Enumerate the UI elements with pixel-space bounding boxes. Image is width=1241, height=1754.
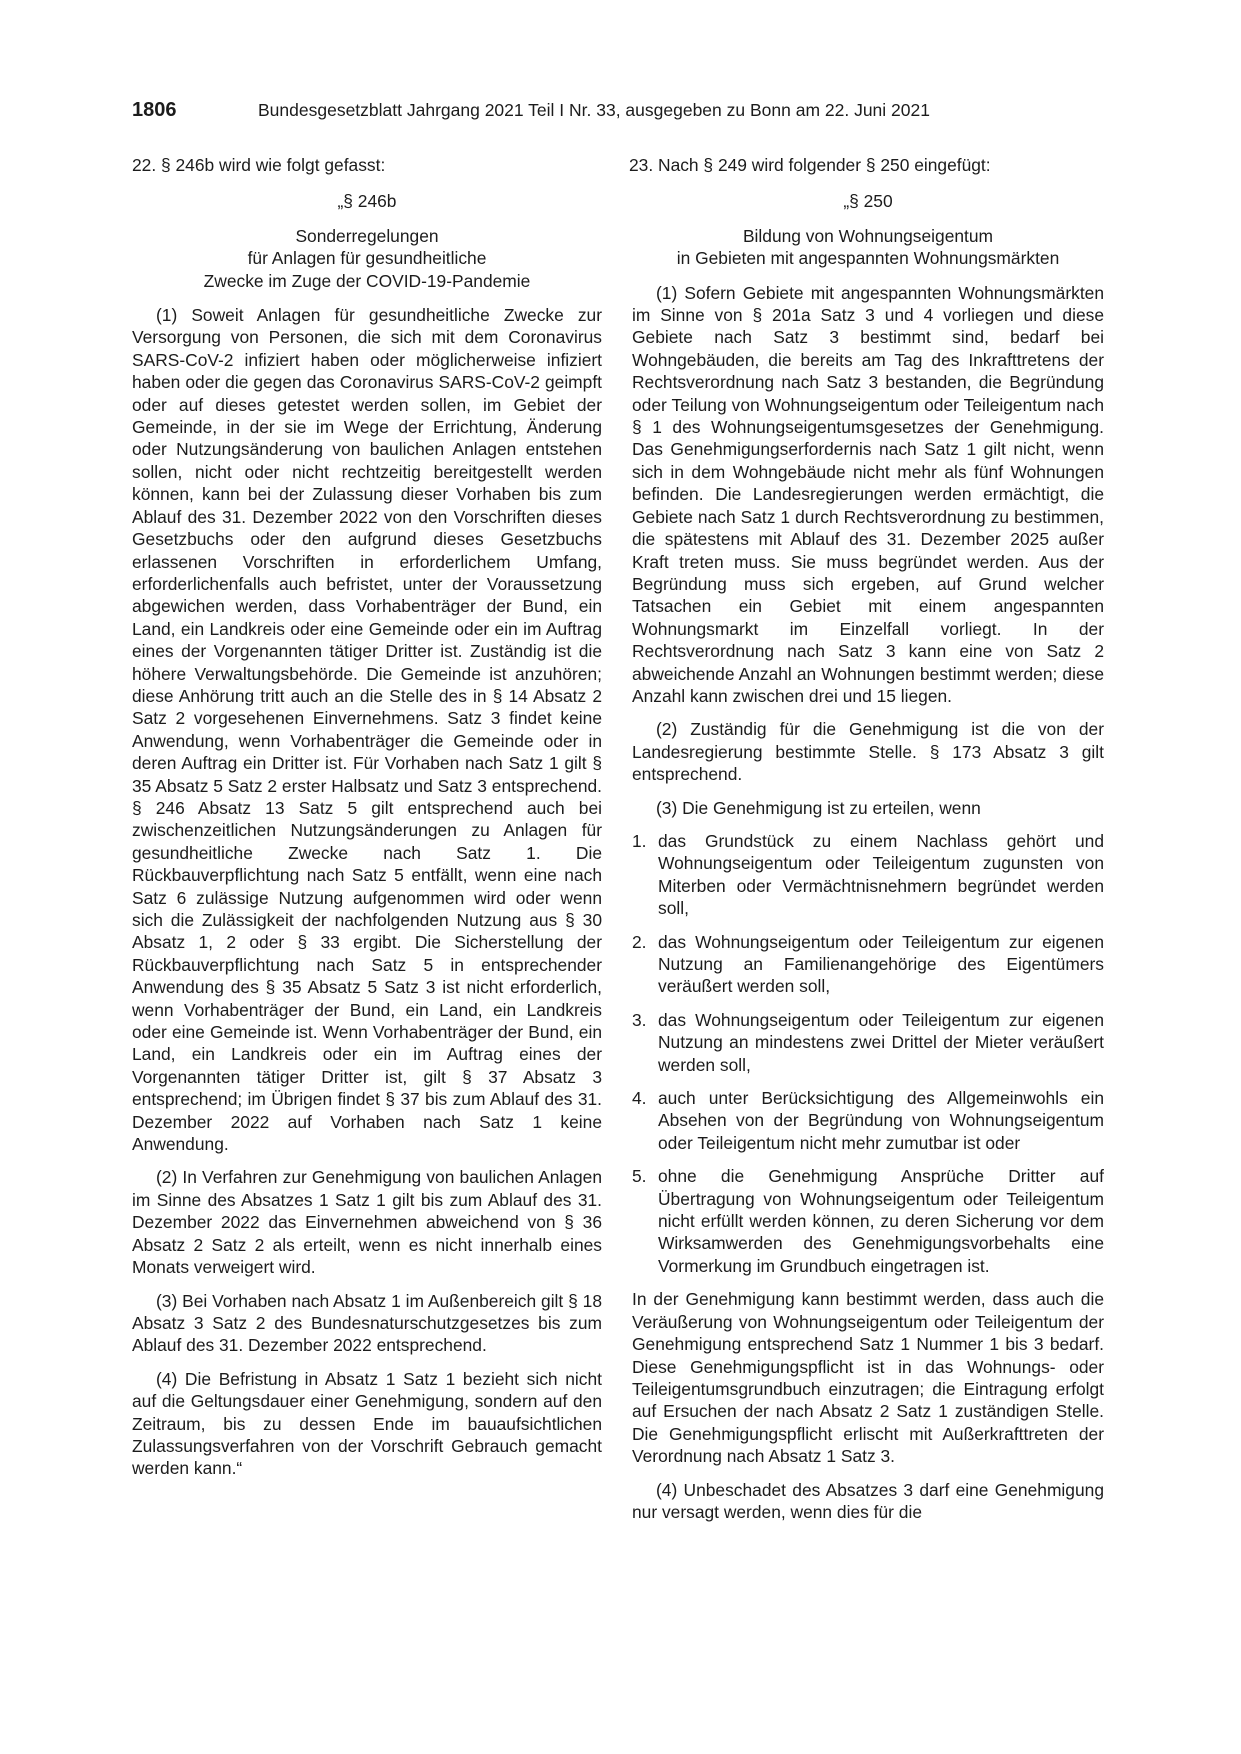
list-item-number: 3. [632, 1009, 647, 1030]
paragraph-4: (4) Unbeschadet des Absatzes 3 darf eine Genehmigung nur versagt werden, wenn dies für die [632, 1479, 1104, 1522]
list-item [632, 1165, 1104, 1277]
paragraph-1: (1) Soweit Anlagen für gesundheitliche Zwecke zur Versorgung von Personen, die sich mit dem Coronavirus SARS-CoV-2 infiziert haben oder möglicherweise infiziert haben oder die gegen das Coronavirus SARS-CoV-2 geimpft oder auf dieses getestet werden sollen, im Gebiet der Gemeinde, in der sie im Wege der Errichtung, Änderung oder Nutzungsänderung von baulichen Anlagen entstehen sollen, nicht oder nicht rechtzeitig bereitgestellt werden können, kann bei der Zulassung dieser Vorhaben bis zum Ablauf des 31. Dezember 2022 von den Vorschriften dieses Gesetzbuchs oder den aufgrund dieses Gesetzbuchs erlassenen Vorschriften in erforderlichem Umfang, erforderlichenfalls auch befristet, unter der Voraussetzung abgewichen werden, dass Vorhabenträger der Bund, ein Land, ein Landkreis oder eine Gemeinde oder ein im Auftrag eines der Vorgenannten tätiger Dritter ist. Zuständig ist die höhere Verwaltungsbehörde. Die Gemeinde ist anzuhören; diese Anhörung tritt auch an die Stelle des in § 14 Absatz 2 Satz 2 vorgesehenen Einvernehmens. Satz 3 findet keine Anwendung, wenn Vorhabenträger die Gemeinde oder in deren Auftrag ein Dritter ist. Für Vorhaben nach Satz 1 gilt § 35 Absatz 5 Satz 2 erster Halbsatz und Satz 3 entsprechend. § 246 Absatz 13 Satz 5 gilt entsprechend auch bei zwischenzeitlichen Nutzungsänderungen zu Anlagen für gesundheitliche Zwecke nach Satz 1. Die Rückbauverpflichtung nach Satz 5 entfällt, wenn eine nach Satz 6 zulässige Nutzung aufgenommen wird oder wenn sich die Zulässigkeit der nachfolgenden Nutzung aus § 30 Absatz 1, 2 oder § 33 ergibt. Die Sicherstellung der Rückbauverpflichtung nach Satz 5 in entsprechender Anwendung des § 35 Absatz 5 Satz 3 ist nicht erforderlich, wenn Vorhabenträger der Bund, ein Land, ein Landkreis oder eine Gemeinde ist. Wenn Vorhabenträger der Bund, ein Land, ein Landkreis oder ein im Auftrag eines der Vorgenannten tätiger Dritter ist, gilt § 37 Absatz 3 entsprechend; im Übrigen findet § 37 bis zum Ablauf des 31. Dezember 2022 auf Vorhaben nach Satz 1 keine Anwendung. [132, 305, 602, 1155]
list-item [632, 931, 1104, 998]
item-22-heading: 22. § 246b wird wie folgt gefasst: [132, 155, 386, 175]
list-item-number: 2. [632, 931, 647, 952]
list-item [632, 1087, 1104, 1154]
list-item-number: 4. [632, 1088, 647, 1109]
paragraph-1: (1) Sofern Gebiete mit angespannten Wohnungsmärkten im Sinne von § 201a Satz 3 und 4 vorliegen und diese Gebiete nach Satz 3 bestimmt sind, bedarf bei Wohngebäuden, die bereits am Tag des Inkrafttretens der Rechtsverordnung nach Satz 3 bestanden, die Begründung oder Teilung von Wohnungseigentum oder Teileigentum nach § 1 des Wohnungseigentumsgesetzes der Genehmigung. Das Genehmigungserfordernis nach Satz 1 gilt nicht, wenn sich in dem Wohngebäude nicht mehr als fünf Wohnungen befinden. Die Landesregierungen werden ermächtigt, die Gebiete nach Satz 1 durch Rechtsverordnung zu bestimmen, die spätestens mit Ablauf des 31. Dezember 2025 außer Kraft treten muss. Sie muss begründet werden. Aus der Begründung muss sich ergeben, auf Grund welcher Tatsachen ein Gebiet mit einem angespannten Wohnungsmarkt im Einzelfall vorliegt. In der Rechtsverordnung nach Satz 3 kann eine von Satz 2 abweichende Anzahl an Wohnungen bestimmt werden; diese Anzahl kann zwischen drei und 15 liegen. [632, 282, 1104, 706]
paragraph-2: (2) In Verfahren zur Genehmigung von baulichen Anlagen im Sinne des Absatzes 1 Satz 1 gilt bis zum Ablauf des 31. Dezember 2022 das Einvernehmen abweichend von § 36 Absatz 2 Satz 2 als erteilt, wenn es nicht innerhalb eines Monats verweigert wird. [132, 1167, 602, 1278]
left-column [132, 154, 602, 1491]
item-23-heading: 23. Nach § 249 wird folgender § 250 eingefügt: [629, 155, 991, 175]
condition-list [632, 830, 1104, 1277]
page-number: 1806 [132, 99, 177, 121]
section-title-line: für Anlagen für gesundheitliche [247, 248, 487, 269]
right-column [629, 154, 1104, 1534]
running-head: Bundesgesetzblatt Jahrgang 2021 Teil I Nr. 33, ausgegeben zu Bonn am 22. Juni 2021 [258, 100, 930, 120]
section-250-title [632, 225, 1104, 270]
list-item [632, 1009, 1104, 1076]
section-250-number: „§ 250 [843, 191, 893, 212]
section-246b-number: „§ 246b [337, 191, 397, 212]
paragraph-4: (4) Die Befristung in Absatz 1 Satz 1 bezieht sich nicht auf die Geltungsdauer einer Genehmigung, sondern auf den Zeitraum, bis zu dessen Ende im bauaufsichtlichen Zulassungsverfahren von der Vorschrift Gebrauch gemacht werden kann.“ [132, 1368, 602, 1479]
paragraph-3-intro: (3) Die Genehmigung ist zu erteilen, wenn [656, 797, 981, 818]
list-item-number: 1. [632, 830, 647, 851]
section-246b-title [132, 225, 602, 292]
list-item-text: ohne die Genehmigung Ansprüche Dritter auf Übertragung von Wohnungseigentum oder Teileigentum nicht erfüllt werden können, zu deren Sicherung vor dem Wirksamwerden des Genehmigungsvorbehalts eine Vormerkung im Grundbuch eingetragen ist. [658, 1166, 1104, 1276]
list-item-text: auch unter Berücksichtigung des Allgemeinwohls ein Absehen von der Begründung von Wohnungseigentum oder Teileigentum nicht mehr zumutbar ist oder [658, 1088, 1104, 1153]
paragraph-3: (3) Bei Vorhaben nach Absatz 1 im Außenbereich gilt § 18 Absatz 3 Satz 2 des Bundesnaturschutzgesetzes bis zum Ablauf des 31. Dezember 2022 entsprechend. [132, 1290, 602, 1356]
section-title-line: in Gebieten mit angespannten Wohnungsmärkten [676, 248, 1060, 269]
list-item-text: das Wohnungseigentum oder Teileigentum zur eigenen Nutzung an mindestens zwei Drittel der Mieter veräußert werden soll, [658, 1009, 1104, 1075]
list-item-text: das Wohnungseigentum oder Teileigentum zur eigenen Nutzung an Familienangehörige des Eigentümers veräußert werden soll, [658, 931, 1104, 997]
page-header [132, 97, 1102, 127]
paragraph-3-continuation: In der Genehmigung kann bestimmt werden, dass auch die Veräußerung von Wohnungseigentum oder Teileigentum der Genehmigung entsprechend Satz 1 Nummer 1 bis 3 bedarf. Diese Genehmigungspflicht ist in das Wohnungs- oder Teileigentumsgrundbuch einzutragen; die Eintragung erfolgt auf Ersuchen der nach Absatz 2 Satz 1 zuständigen Stelle. Die Genehmigungspflicht erlischt mit Außerkrafttreten der Verordnung nach Absatz 1 Satz 3. [632, 1289, 1104, 1467]
section-title-line: Bildung von Wohnungseigentum [742, 225, 994, 246]
section-title-line: Zwecke im Zuge der COVID-19-Pandemie [203, 270, 531, 291]
section-title-line: Sonderregelungen [295, 225, 439, 246]
list-item-number: 5. [632, 1166, 647, 1187]
list-item-text: das Grundstück zu einem Nachlass gehört und Wohnungseigentum oder Teileigentum zugunsten von Miterben oder Vermächtnisnehmern begründet werden soll, [658, 830, 1104, 919]
list-item [632, 830, 1104, 920]
paragraph-2: (2) Zuständig für die Genehmigung ist die von der Landesregierung bestimmte Stelle. § 173 Absatz 3 gilt entsprechend. [632, 719, 1104, 785]
